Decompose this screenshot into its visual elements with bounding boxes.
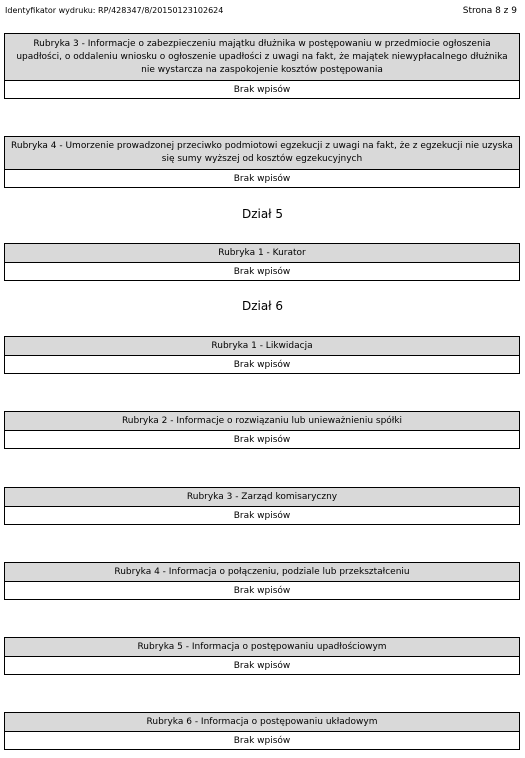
rubryka-title: Rubryka 5 - Informacja o postępowaniu upadłościowym <box>5 638 519 657</box>
rubryka-block <box>4 33 520 99</box>
rubryka-value: Brak wpisów <box>233 266 291 277</box>
rubryka-value: Brak wpisów <box>233 434 291 445</box>
rubryka-value: Brak wpisów <box>233 359 291 370</box>
rubryka-block <box>4 136 520 188</box>
rubryka-title: Rubryka 1 - Likwidacja <box>5 337 519 356</box>
rubryka-title: Rubryka 1 - Kurator <box>5 244 519 263</box>
print-identifier: Identyfikator wydruku: RP/428347/8/20150123102624 <box>5 6 224 15</box>
rubryka-block <box>4 411 520 449</box>
rubryka-block <box>4 487 520 525</box>
rubryka-value: Brak wpisów <box>233 585 291 596</box>
rubryka-title: Rubryka 4 - Informacja o połączeniu, podziale lub przekształceniu <box>5 563 519 582</box>
rubryka-title: Rubryka 3 - Zarząd komisaryczny <box>5 488 519 507</box>
rubryka-title: Rubryka 2 - Informacje o rozwiązaniu lub unieważnieniu spółki <box>5 412 519 431</box>
rubryka-block <box>4 562 520 600</box>
rubryka-value: Brak wpisów <box>233 84 291 95</box>
rubryka-value: Brak wpisów <box>233 510 291 521</box>
section-heading-dzial-6: Dział 6 <box>241 299 284 313</box>
section-heading-dzial-5: Dział 5 <box>241 207 284 221</box>
rubryka-value: Brak wpisów <box>233 660 291 671</box>
rubryka-title: Rubryka 6 - Informacja o postępowaniu układowym <box>5 713 519 732</box>
page-number: Strona 8 z 9 <box>462 6 517 16</box>
rubryka-block <box>4 243 520 281</box>
rubryka-title: Rubryka 4 - Umorzenie prowadzonej przeciwko podmiotowi egzekucji z uwagi na fakt, że z egzekucji nie uzyska się sumy wyższej od kosztów egzekucyjnych <box>5 137 519 170</box>
rubryka-block <box>4 336 520 374</box>
rubryka-title: Rubryka 3 - Informacje o zabezpieczeniu majątku dłużnika w postępowaniu w przedmiocie ogłoszenia upadłości, o oddaleniu wniosku o ogłoszenie upadłości z uwagi na fakt, że majątek niewypłacalnego dłużnika nie wystarcza na zaspokojenie kosztów postępowania <box>5 34 519 81</box>
rubryka-block <box>4 712 520 750</box>
rubryka-value: Brak wpisów <box>233 735 291 746</box>
rubryka-block <box>4 637 520 675</box>
rubryka-value: Brak wpisów <box>233 173 291 184</box>
